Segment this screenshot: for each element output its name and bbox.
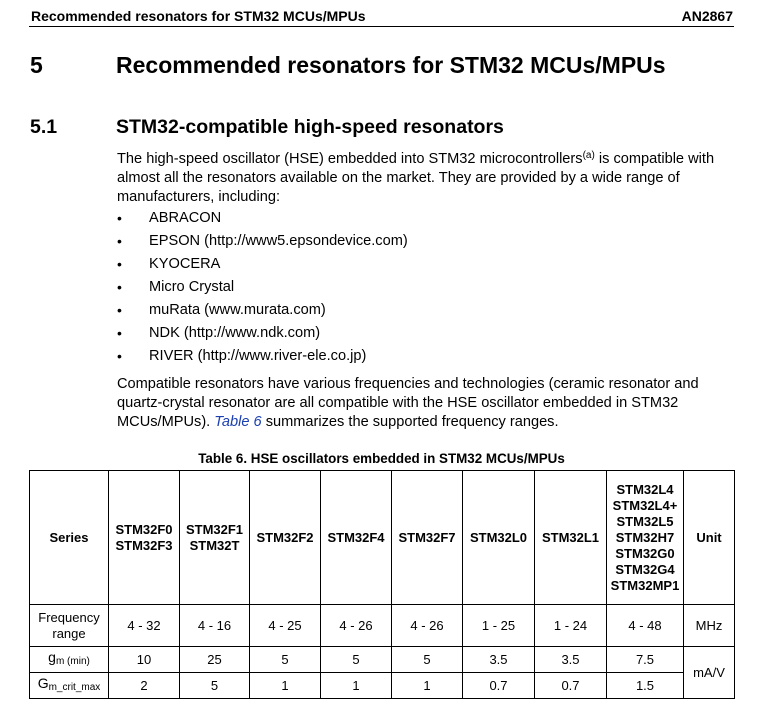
section-number: 5 xyxy=(30,52,43,78)
header-line: STM32F0 xyxy=(115,521,173,537)
table-cell: 4 - 26 xyxy=(392,605,463,647)
label-line: Frequency xyxy=(38,609,100,625)
header-line: STM32T xyxy=(189,537,240,553)
table-cell: 5 xyxy=(250,647,321,673)
header-col-5: STM32F7 xyxy=(392,471,463,605)
table-row xyxy=(30,605,735,647)
header-line: STM32L5 xyxy=(616,513,674,529)
table-cell: 1 - 25 xyxy=(463,605,535,647)
label-subscript: m (min) xyxy=(55,656,90,667)
header-unit: Unit xyxy=(684,471,735,605)
label-main: G xyxy=(37,675,49,691)
footnote-ref[interactable]: (a) xyxy=(582,150,595,161)
table-cell: 4 - 32 xyxy=(109,605,180,647)
list-item: • RIVER (http://www.river-ele.co.jp) xyxy=(117,347,408,370)
label-subscript: m_crit_max xyxy=(48,682,101,693)
table-cell: 1 xyxy=(392,673,463,699)
compat-paragraph xyxy=(117,375,747,432)
subsection-title: STM32-compatible high-speed resonators xyxy=(116,116,504,138)
table-cell: 1.5 xyxy=(607,673,684,699)
header-line: STM32H7 xyxy=(615,529,675,545)
section-title: Recommended resonators for STM32 MCUs/MPUs xyxy=(116,52,666,78)
table-cell: 4 - 48 xyxy=(607,605,684,647)
row-label xyxy=(30,605,109,647)
header-line: STM32MP1 xyxy=(610,577,680,593)
header-col-4: STM32F4 xyxy=(321,471,392,605)
table-header-row xyxy=(30,471,735,605)
unit-cell: MHz xyxy=(684,605,735,647)
header-series: Series xyxy=(30,471,109,605)
table-cell: 2 xyxy=(109,673,180,699)
table-cell: 25 xyxy=(180,647,250,673)
list-item: • EPSON (http://www5.epsondevice.com) xyxy=(117,232,408,255)
table-cell: 4 - 16 xyxy=(180,605,250,647)
table-cell: 5 xyxy=(180,673,250,699)
row-label xyxy=(30,647,109,673)
table-cell: 5 xyxy=(392,647,463,673)
intro-text: The high-speed oscillator (HSE) embedded into STM32 microcontrollers xyxy=(117,151,583,167)
header-line: STM32L4+ xyxy=(612,497,678,513)
table-cell: 3.5 xyxy=(535,647,607,673)
table-cell: 1 xyxy=(250,673,321,699)
label-line: range xyxy=(52,625,86,641)
table-cell: 1 - 24 xyxy=(535,605,607,647)
table-cell: 0.7 xyxy=(535,673,607,699)
label-main: g xyxy=(48,649,56,665)
table-cell: 3.5 xyxy=(463,647,535,673)
header-col-3: STM32F2 xyxy=(250,471,321,605)
unit-cell: mA/V xyxy=(684,647,735,699)
manufacturer-list xyxy=(117,209,408,370)
hse-oscillator-table xyxy=(29,470,735,699)
table-row xyxy=(30,673,735,699)
list-item: • KYOCERA xyxy=(117,255,408,278)
table-cell: 0.7 xyxy=(463,673,535,699)
compat-text-cont: summarizes the supported frequency ranges. xyxy=(261,414,559,430)
table-row xyxy=(30,647,735,673)
header-col-1 xyxy=(109,471,180,605)
row-label xyxy=(30,673,109,699)
header-line: STM32F1 xyxy=(185,521,244,537)
header-line: STM32G4 xyxy=(615,561,675,577)
header-line: STM32G0 xyxy=(615,545,675,561)
table-6-link[interactable]: Table 6 xyxy=(214,414,262,430)
table-cell: 7.5 xyxy=(607,647,684,673)
header-title: Recommended resonators for STM32 MCUs/MPUs xyxy=(31,8,366,24)
intro-paragraph xyxy=(117,150,747,207)
list-item: • Micro Crystal xyxy=(117,278,408,301)
intro-text-cont: is compatible with almost all the resonators available on the market. They are provided by a wide range of manufacturers, including: xyxy=(117,151,715,205)
header-col-2 xyxy=(180,471,250,605)
header-line: STM32L4 xyxy=(616,481,674,497)
list-item: • ABRACON xyxy=(117,209,408,232)
compat-text: Compatible resonators have various frequencies and technologies (ceramic resonator and quartz-crystal resonator are all compatible with the HSE oscillator embedded in STM32 MCUs/MPUs). xyxy=(117,376,699,430)
header-col-8 xyxy=(607,471,684,605)
table-caption: Table 6. HSE oscillators embedded in STM32 MCUs/MPUs xyxy=(198,451,565,466)
table-cell: 5 xyxy=(321,647,392,673)
document-id: AN2867 xyxy=(681,8,733,24)
table-cell: 4 - 26 xyxy=(321,605,392,647)
list-item: • NDK (http://www.ndk.com) xyxy=(117,324,408,347)
table-cell: 4 - 25 xyxy=(250,605,321,647)
page-header xyxy=(29,6,734,27)
table-cell: 1 xyxy=(321,673,392,699)
subsection-number: 5.1 xyxy=(30,116,58,138)
header-col-6: STM32L0 xyxy=(463,471,535,605)
table-cell: 10 xyxy=(109,647,180,673)
header-line: STM32F3 xyxy=(115,537,173,553)
list-item: • muRata (www.murata.com) xyxy=(117,301,408,324)
header-col-7: STM32L1 xyxy=(535,471,607,605)
